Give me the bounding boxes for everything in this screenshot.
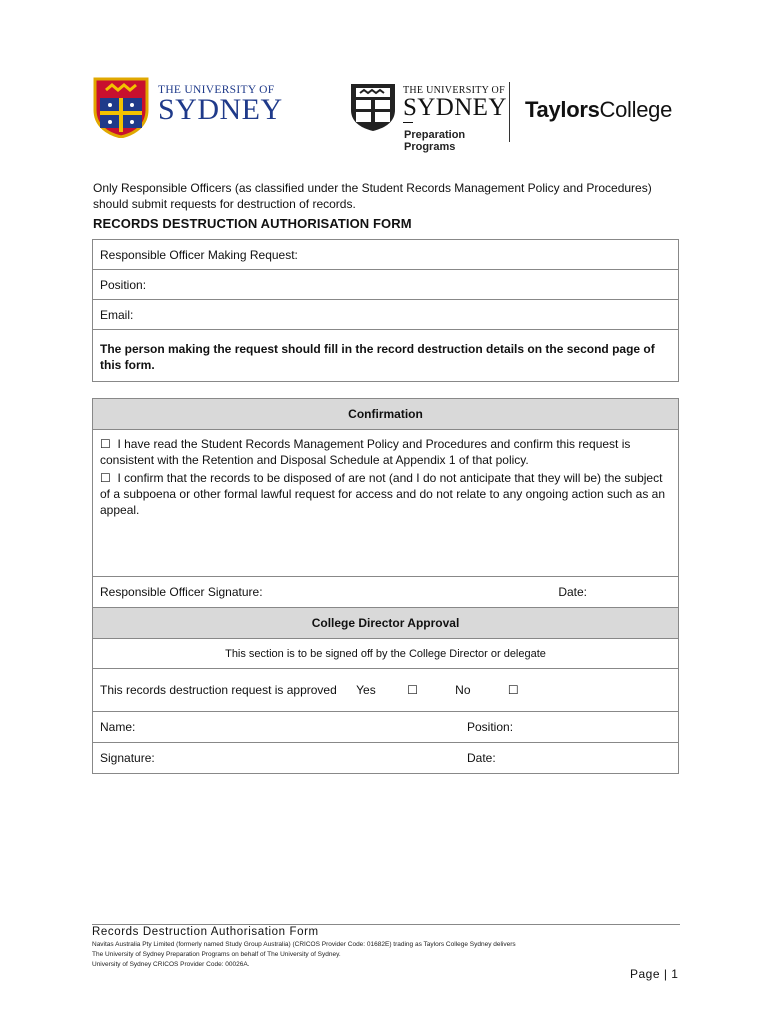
email-label: Email:: [100, 307, 134, 322]
prep-line-1: Preparation: [404, 129, 466, 141]
approval-subheading: This section is to be signed off by the College Director or delegate: [93, 639, 679, 669]
requester-note: The person making the request should fill in the record destruction details on the second page of this form.: [93, 330, 679, 382]
usyd-wordmark: [158, 84, 283, 124]
usyd-prep-big-text: SYDNEY: [403, 94, 507, 121]
approval-heading: College Director Approval: [93, 608, 679, 639]
form-title: RECORDS DESTRUCTION AUTHORISATION FORM: [93, 216, 412, 231]
usyd-prep-wordmark: [403, 86, 507, 123]
position-label: Position:: [100, 277, 147, 292]
usyd-small-text: THE UNIVERSITY OF: [158, 84, 275, 96]
approval-position-label: Position:: [467, 720, 514, 734]
signature-label: Signature:: [100, 751, 155, 765]
email-field[interactable]: [93, 300, 679, 330]
checkbox-icon[interactable]: ☐: [100, 471, 111, 485]
page-number: Page | 1: [630, 967, 679, 981]
confirmation-heading: Confirmation: [93, 399, 679, 430]
usyd-prep-small-text: THE UNIVERSITY OF: [403, 85, 505, 96]
confirmation-table: [92, 398, 679, 774]
confirmation-items: [93, 430, 679, 577]
officer-date-label: Date:: [558, 585, 587, 599]
officer-signature-label: Responsible Officer Signature:: [100, 585, 263, 599]
logo-divider: [403, 122, 413, 123]
intro-text: Only Responsible Officers (as classified under the Student Records Management Policy and Procedures) should submit requests for destruction of records.: [93, 181, 652, 211]
approved-label: This records destruction request is approved: [100, 683, 337, 697]
logo-separator: [509, 82, 510, 142]
prep-programs-text: [404, 129, 465, 153]
footer-line-3: University of Sydney CRICOS Provider Code: 00026A.: [92, 961, 250, 968]
confirm-item-1: [100, 436, 671, 468]
usyd-big-text: SYDNEY: [158, 93, 283, 126]
yes-label: Yes: [356, 683, 376, 697]
position-field[interactable]: [93, 270, 679, 300]
requester-table: [92, 239, 679, 382]
taylors-regular-text: College: [599, 97, 673, 122]
confirm-item-1-text: I have read the Student Records Management Policy and Procedures and confirm this request is consistent with the Retention and Disposal Schedule at Appendix 1 of that policy.: [100, 437, 631, 467]
usyd-crest-logo: [92, 76, 150, 138]
signature-date-row[interactable]: [93, 743, 679, 774]
officer-signature-row[interactable]: [93, 577, 679, 608]
name-position-row[interactable]: [93, 712, 679, 743]
name-label: Name:: [100, 720, 136, 734]
approval-row: [93, 669, 679, 712]
footer-title: Records Destruction Authorisation Form: [92, 926, 319, 938]
no-label: No: [455, 683, 471, 697]
taylors-college-logo: [525, 97, 672, 123]
footer-divider: [92, 924, 680, 925]
confirm-item-2: [100, 470, 671, 518]
footer-line-2: The University of Sydney Preparation Programs on behalf of The University of Sydney.: [92, 951, 341, 958]
prep-line-2: Programs: [404, 141, 456, 153]
usyd-prep-crest-logo: [349, 82, 397, 132]
footer-line-1: Navitas Australia Pty Limited (formerly named Study Group Australia) (CRICOS Provider Code: 01682E) trading as Taylors College Sydney delivers: [92, 941, 516, 948]
footer-legal: [92, 940, 516, 970]
officer-label: Responsible Officer Making Request:: [100, 247, 298, 262]
taylors-bold-text: Taylors: [525, 97, 600, 122]
no-checkbox[interactable]: ☐: [507, 683, 519, 697]
checkbox-icon[interactable]: ☐: [100, 437, 111, 451]
yes-checkbox[interactable]: ☐: [407, 683, 418, 697]
approval-date-label: Date:: [467, 751, 496, 765]
confirm-item-2-text: I confirm that the records to be disposed of are not (and I do not anticipate that they will be) the subject of a subpoena or other formal lawful request for access and do not relate to any ongoing action such as an appeal.: [100, 471, 666, 517]
officer-field[interactable]: [93, 240, 679, 270]
